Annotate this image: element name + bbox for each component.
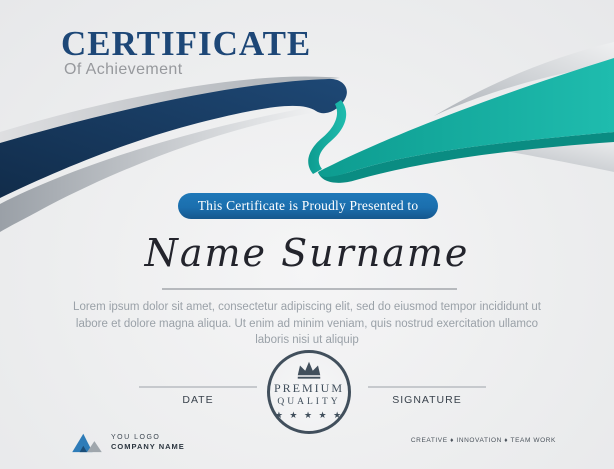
badge-premium-text: PREMIUM <box>273 381 344 395</box>
logo-line2: COMPANY NAME <box>111 441 185 451</box>
crown-icon <box>294 361 324 379</box>
badge-stars: ★ ★ ★ ★ ★ <box>274 410 344 420</box>
certificate-subtitle: Of Achievement <box>64 61 183 78</box>
logo-line1: YOU LOGO <box>111 433 161 441</box>
presentation-banner: This Certificate is Proudly Presented to <box>178 193 438 219</box>
premium-quality-badge <box>267 350 351 434</box>
badge-quality-text: QUALITY <box>277 397 341 407</box>
name-underline <box>162 288 457 290</box>
date-field <box>139 386 257 406</box>
signature-label: SIGNATURE <box>392 394 462 406</box>
date-line <box>139 386 257 388</box>
signature-field <box>368 386 486 406</box>
company-logo <box>70 430 185 454</box>
mountain-logo-icon <box>70 430 104 454</box>
recipient-name: Name Surname <box>144 231 470 275</box>
certificate-title: CERTIFICATE <box>61 24 312 63</box>
signature-line <box>368 386 486 388</box>
body-text: Lorem ipsum dolor sit amet, consectetur adipiscing elit, sed do eiusmod tempor incididunt ut labore et dolore magna aliqua. Ut enim ad minim veniam, quis nostrud exercitation ullamco laboris nisi ut aliquip <box>73 301 541 347</box>
footer-tagline: CREATIVE ♦ INNOVATION ♦ TEAM WORK <box>410 437 556 444</box>
date-label: DATE <box>182 394 214 406</box>
